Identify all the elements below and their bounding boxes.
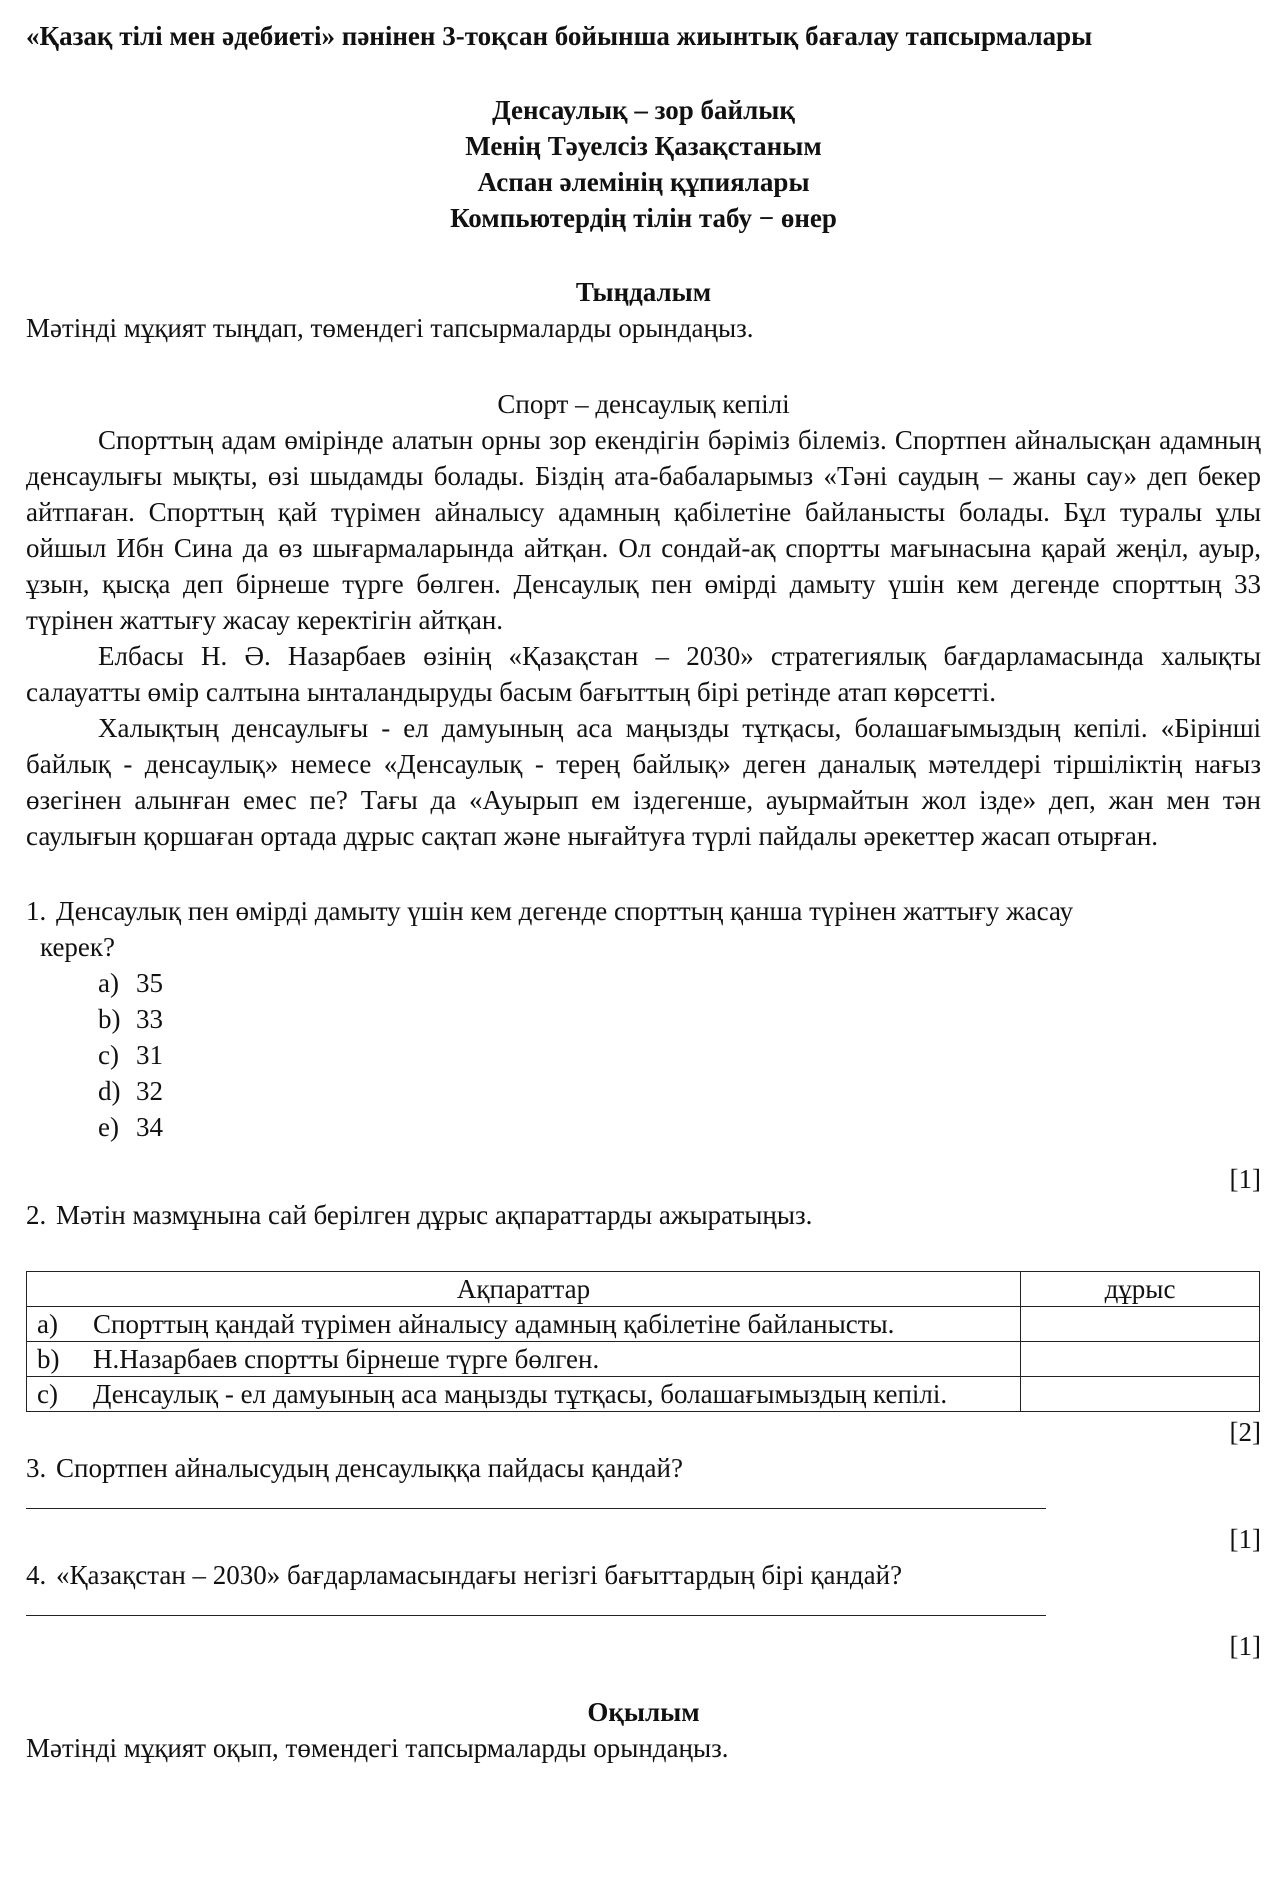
question-text: Денсаулық пен өмірді дамыту үшін кем дегенде спорттың қанша түрінен жаттығу жасау [56, 896, 1074, 926]
row-letter: b) [27, 1342, 84, 1377]
question-text: Спортпен айналысудың денсаулыққа пайдасы қандай? [56, 1453, 683, 1483]
info-table [26, 1271, 1260, 1412]
question-number: 3. [26, 1453, 47, 1483]
question-number: 1. [26, 896, 47, 926]
text-paragraph: Халықтың денсаулығы - ел дамуының аса маңызды тұтқасы, болашағымыздың кепілі. «Бірінші байлық - денсаулық» немесе «Денсаулық - терең байлық» деген даналық мәтелдері тіршіліктің нағыз өзегінен алынған емес пе? Тағы да «Ауырып ем іздегенше, ауырмайтын жол ізде» деп, жан мен тән саулығын қоршаған ортада дұрыс сақтап және нығайтуға түрлі пайдалы әрекеттер жасап отырған. [26, 713, 1261, 851]
question-number: 2. [26, 1200, 47, 1230]
answer-cell[interactable] [1021, 1377, 1260, 1412]
topic-item: Менің Тәуелсіз Қазақстаным [465, 131, 822, 161]
score-mark: [2] [1229, 1417, 1261, 1447]
score-mark: [1] [1229, 1631, 1261, 1661]
question-3 [26, 1450, 1261, 1486]
option-text: 33 [136, 1004, 163, 1034]
answer-cell[interactable] [1021, 1342, 1260, 1377]
option-letter: d) [98, 1076, 121, 1106]
row-text: Н.Назарбаев спортты бірнеше түрге бөлген. [83, 1342, 1021, 1377]
option-a[interactable] [98, 965, 1261, 1001]
table-header-row [27, 1272, 1260, 1307]
question-4 [26, 1557, 1261, 1593]
topic-item: Компьютердің тілін табу − өнер [450, 203, 837, 233]
answer-cell[interactable] [1021, 1307, 1260, 1342]
option-text: 34 [136, 1112, 163, 1142]
option-c[interactable] [98, 1037, 1261, 1073]
score-mark: [1] [1229, 1524, 1261, 1554]
option-d[interactable] [98, 1073, 1261, 1109]
option-text: 32 [136, 1076, 163, 1106]
listening-instruction: Мәтінді мұқият тыңдап, төмендегі тапсырмаларды орындаңыз. [26, 313, 754, 343]
topic-item: Денсаулық – зор байлық [492, 95, 795, 125]
question-text-continued: керек? [40, 932, 116, 962]
option-text: 31 [136, 1040, 163, 1070]
text-paragraph: Елбасы Н. Ә. Назарбаев өзінің «Қазақстан – 2030» стратегиялық бағдарламасында халықты салауатты өмір салтына ынталандыруды басым бағыттың бірі ретінде атап көрсетті. [26, 641, 1261, 707]
text-title: Спорт – денсаулық кепілі [497, 389, 790, 419]
option-letter: e) [98, 1112, 119, 1142]
answer-options [26, 965, 1261, 1145]
option-e[interactable] [98, 1109, 1261, 1145]
row-text: Спорттың қандай түрімен айналысу адамның қабілетіне байланысты. [83, 1307, 1021, 1342]
option-text: 35 [136, 968, 163, 998]
answer-line[interactable] [26, 1486, 1046, 1509]
score-mark: [1] [1229, 1164, 1261, 1194]
listening-heading: Тыңдалым [575, 277, 712, 307]
column-header-correct: дұрыс [1021, 1272, 1260, 1307]
reading-heading: Оқылым [587, 1697, 700, 1727]
option-b[interactable] [98, 1001, 1261, 1037]
question-1 [26, 893, 1261, 929]
document-title: «Қазақ тілі мен әдебиеті» пәнінен 3-тоқсан бойынша жиынтық бағалау тапсырмалары [26, 21, 1093, 51]
row-text: Денсаулық - ел дамуының аса маңызды тұтқасы, болашағымыздың кепілі. [83, 1377, 1021, 1412]
option-letter: c) [98, 1040, 119, 1070]
table-row [27, 1377, 1260, 1412]
topics-list [26, 92, 1261, 236]
question-text: Мәтін мазмұнына сай берілген дұрыс ақпараттарды ажыратыңыз. [56, 1200, 813, 1230]
question-2 [26, 1197, 1261, 1233]
question-text: «Қазақстан – 2030» бағдарламасындағы негізгі бағыттардың бірі қандай? [56, 1560, 903, 1590]
column-header-info: Ақпараттар [27, 1272, 1021, 1307]
text-paragraph: Спорттың адам өмірінде алатын орны зор екендігін бәріміз білеміз. Спортпен айналысқан адамның денсаулығы мықты, өзі шыдамды болады. Біздің ата-бабаларымыз «Тәні саудың – жаны сау» деп бекер айтпаған. Спорттың қай түрімен айналысу адамның қабілетіне байланысты болады. Бұл туралы ұлы ойшыл Ибн Сина да өз шығармаларында айтқан. Ол сондай-ақ спортты мағынасына қарай жеңіл, ауыр, ұзын, қысқа деп бірнеше түрге бөлген. Денсаулық пен өмірді дамыту үшін кем дегенде спорттың 33 түрінен жаттығу жасау керектігін айтқан. [26, 425, 1261, 635]
question-number: 4. [26, 1560, 47, 1590]
answer-line[interactable] [26, 1593, 1046, 1616]
option-letter: a) [98, 968, 119, 998]
row-letter: c) [27, 1377, 84, 1412]
table-row [27, 1342, 1260, 1377]
topic-item: Аспан әлемінің құпиялары [477, 167, 810, 197]
row-letter: a) [27, 1307, 84, 1342]
reading-instruction: Мәтінді мұқият оқып, төмендегі тапсырмаларды орындаңыз. [26, 1733, 729, 1763]
option-letter: b) [98, 1004, 121, 1034]
table-row [27, 1307, 1260, 1342]
